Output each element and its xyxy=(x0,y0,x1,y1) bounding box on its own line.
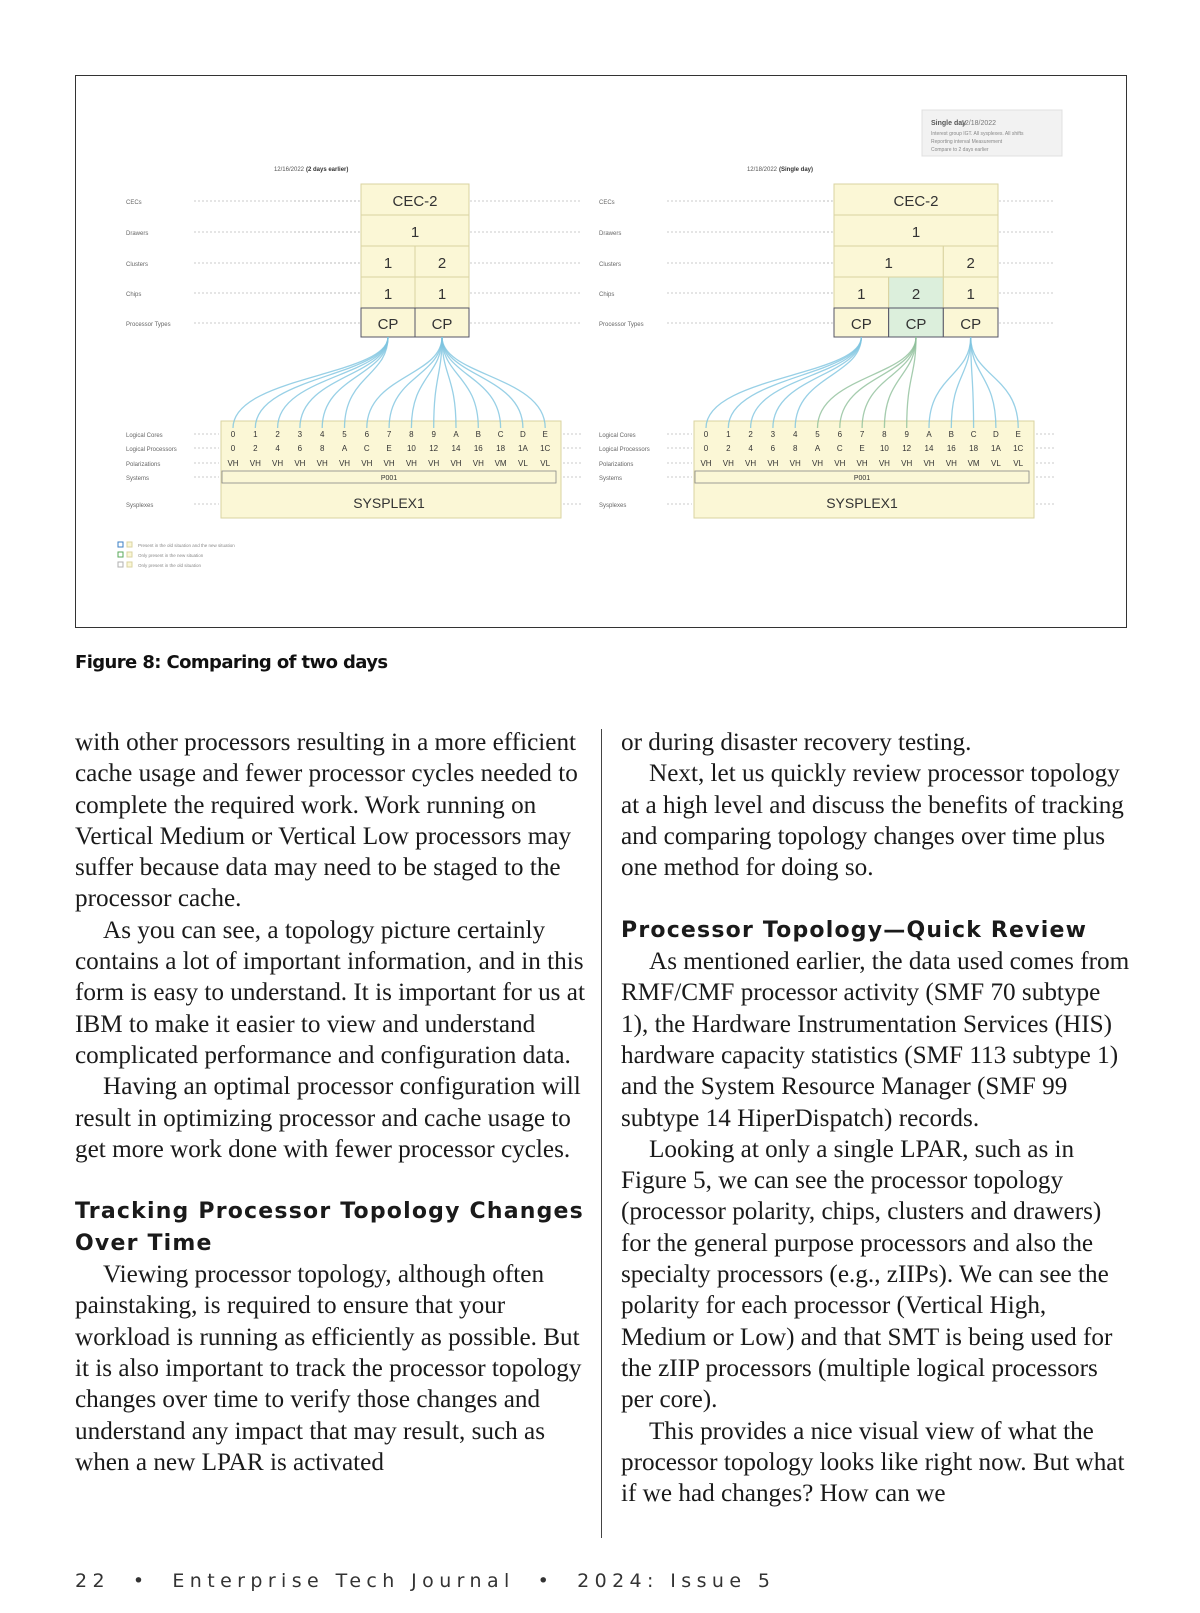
logical-processor-label: A xyxy=(814,444,821,453)
logical-processor-label: 4 xyxy=(748,444,753,453)
polarization-label: VL xyxy=(540,459,551,468)
polarization-label: VH xyxy=(227,459,239,468)
polarization-label: VH xyxy=(811,459,824,468)
row-label: Drawers xyxy=(599,231,622,237)
logical-core-label: 6 xyxy=(837,430,843,439)
core-connector xyxy=(951,337,970,428)
info-line: Interest group IGT. All sysplexes. All shifts xyxy=(931,131,1024,137)
logical-processor-label: 8 xyxy=(792,444,798,453)
legend-text: Only present in the new situation xyxy=(138,553,204,558)
row-label: Sysplexes xyxy=(599,503,627,509)
logical-processor-label: 18 xyxy=(969,444,979,453)
body-paragraph: with other processors resulting in a more efficient cache usage and fewer processor cycles needed to complete the required work. Work running on Vertical Medium or Vertical Low processors may suffer because data may need to be staged to the processor cache. xyxy=(75,729,578,913)
proc-type-label: CP xyxy=(377,316,399,333)
polarization-label: VH xyxy=(789,459,801,468)
polarization-label: VH xyxy=(272,459,284,468)
core-connector xyxy=(322,337,388,428)
figure-8 xyxy=(75,75,1127,628)
logical-core-label: 0 xyxy=(703,430,709,439)
polarization-label: VH xyxy=(361,459,373,468)
logical-core-label: 1 xyxy=(726,430,731,439)
row-label: Polarizations xyxy=(599,462,634,468)
drawer-label: 1 xyxy=(410,224,420,241)
footer-bullet: • xyxy=(121,1570,161,1592)
polarization-label: VH xyxy=(428,459,440,468)
row-label: Logical Cores xyxy=(126,433,163,439)
logical-processor-label: 6 xyxy=(770,444,776,453)
logical-core-label: D xyxy=(993,430,999,439)
logical-processor-label: 6 xyxy=(297,444,303,453)
logical-processor-label: C xyxy=(363,444,370,453)
row-label: Processor Types xyxy=(599,322,644,328)
polarization-label: VM xyxy=(494,459,507,468)
system-label: P001 xyxy=(380,475,398,482)
footer-bullet: • xyxy=(526,1570,566,1592)
core-connector xyxy=(233,337,388,428)
logical-processor-label: 10 xyxy=(406,444,416,453)
logical-core-label: D xyxy=(520,430,526,439)
legend-text: Present in the old situation and the new situation xyxy=(138,543,235,548)
logical-core-label: A xyxy=(926,430,932,439)
sysplex-label: SYSPLEX1 xyxy=(353,495,425,511)
row-label: Polarizations xyxy=(126,462,161,468)
panel-date: 12/18/2022 xyxy=(746,167,777,173)
page-number: 22 xyxy=(75,1570,110,1592)
core-connector xyxy=(706,337,861,428)
chip-label: 1 xyxy=(437,286,447,303)
logical-processor-label: 16 xyxy=(946,444,956,453)
cluster-label: 1 xyxy=(884,255,893,272)
row-label: Logical Processors xyxy=(599,447,650,453)
logical-core-label: 4 xyxy=(319,430,325,439)
info-line: Reporting interval Measurement xyxy=(931,139,1003,145)
polarization-label: VH xyxy=(316,459,328,468)
row-label: CECs xyxy=(126,200,142,206)
system-label: P001 xyxy=(853,475,871,482)
cluster-label: 1 xyxy=(383,255,393,272)
polarization-label: VH xyxy=(383,459,395,468)
row-label: Clusters xyxy=(126,262,149,268)
logical-core-label: 8 xyxy=(409,430,414,439)
core-connector xyxy=(929,337,971,428)
logical-core-label: C xyxy=(497,430,504,439)
logical-core-label: B xyxy=(475,430,481,439)
logical-processor-label: 8 xyxy=(319,444,325,453)
row-label: Sysplexes xyxy=(126,503,154,509)
info-title: Single day xyxy=(931,120,967,127)
polarization-label: VH xyxy=(338,459,351,468)
logical-core-label: 7 xyxy=(859,430,865,439)
polarization-label: VH xyxy=(856,459,868,468)
logical-processor-label: A xyxy=(341,444,348,453)
row-label: CECs xyxy=(599,200,615,206)
body-paragraph: Next, let us quickly review processor topology at a high level and discuss the benefits of tracking and comparing topology changes over time plus one method for doing so. xyxy=(621,760,1124,882)
row-label: Logical Processors xyxy=(126,447,177,453)
polarization-label: VH xyxy=(722,459,734,468)
paragraph-gap xyxy=(75,1165,585,1196)
proc-type-label: CP xyxy=(431,316,453,333)
logical-processor-label: 12 xyxy=(429,444,439,453)
polarization-label: VL xyxy=(991,459,1001,468)
polarization-label: VH xyxy=(472,459,484,468)
body-paragraph: Looking at only a single LPAR, such as in Figure 5, we can see the processor topology (processor polarity, chips, clusters and drawers) for the general purpose processors and also the specialty processors (e.g., zIIPs). We can see the polarity for each processor (Vertical High, Medium or Low) and that SMT is being used for the zIIP processors (multiple logical processors per core). xyxy=(621,1135,1113,1414)
logical-processor-label: 2 xyxy=(726,444,731,453)
info-line: Compare to 2 days earlier xyxy=(931,147,989,153)
logical-processor-label: E xyxy=(386,444,392,453)
row-label: Chips xyxy=(126,292,142,298)
polarization-label: VH xyxy=(745,459,757,468)
logical-core-label: 5 xyxy=(342,430,347,439)
logical-core-label: 9 xyxy=(431,430,436,439)
sysplex-label: SYSPLEX1 xyxy=(826,495,898,511)
logical-processor-label: 14 xyxy=(451,444,461,453)
figure-caption: Figure 8: Comparing of two days xyxy=(75,652,388,673)
body-paragraph: This provides a nice visual view of what the processor topology looks like right now. But what if we had changes? How can we xyxy=(621,1417,1125,1508)
logical-core-label: 3 xyxy=(297,430,303,439)
row-label: Systems xyxy=(126,476,150,482)
polarization-label: VH xyxy=(405,459,417,468)
logical-processor-label: 1A xyxy=(518,444,528,453)
row-label: Systems xyxy=(599,476,623,482)
chip-label: 2 xyxy=(911,286,921,303)
left-column xyxy=(75,727,585,1478)
body-paragraph: Having an optimal processor configuration will result in optimizing processor and cache usage to get more work done with fewer processor cycles. xyxy=(75,1073,581,1163)
polarization-label: VH xyxy=(450,459,462,468)
logical-core-label: 8 xyxy=(882,430,887,439)
logical-core-label: A xyxy=(453,430,459,439)
row-label: Processor Types xyxy=(126,322,171,328)
body-paragraph: or during disaster recovery testing. xyxy=(621,729,972,756)
polarization-label: VH xyxy=(878,459,890,468)
logical-processor-label: 0 xyxy=(230,444,236,453)
polarization-label: VH xyxy=(901,459,913,468)
chip-label: 1 xyxy=(857,286,866,303)
logical-processor-label: 16 xyxy=(473,444,483,453)
logical-core-label: E xyxy=(1015,430,1021,439)
logical-processor-label: 12 xyxy=(902,444,912,453)
polarization-label: VH xyxy=(249,459,261,468)
polarization-label: VL xyxy=(1013,459,1024,468)
logical-processor-label: 1A xyxy=(991,444,1001,453)
paragraph-gap xyxy=(621,883,1133,914)
issue-label: 2024: Issue 5 xyxy=(577,1570,776,1592)
section-heading: Processor Topology—Quick Review xyxy=(621,917,1088,943)
polarization-label: VL xyxy=(518,459,528,468)
logical-core-label: 9 xyxy=(904,430,909,439)
panel-date: 12/16/2022 xyxy=(273,167,304,173)
logical-processor-label: 18 xyxy=(496,444,506,453)
row-label: Chips xyxy=(599,292,615,298)
cec-label: CEC-2 xyxy=(893,193,939,210)
publication-name: Enterprise Tech Journal xyxy=(172,1570,515,1592)
logical-core-label: 7 xyxy=(386,430,392,439)
page-footer xyxy=(75,1570,775,1592)
logical-core-label: E xyxy=(542,430,548,439)
core-connector xyxy=(442,337,523,428)
legend-swatch xyxy=(127,552,132,557)
logical-core-label: 5 xyxy=(815,430,820,439)
core-connector xyxy=(367,337,442,428)
polarization-label: VH xyxy=(700,459,712,468)
polarization-label: VH xyxy=(945,459,957,468)
legend-swatch xyxy=(118,562,123,567)
logical-processor-label: E xyxy=(859,444,865,453)
drawer-label: 1 xyxy=(911,224,921,241)
polarization-label: VH xyxy=(923,459,935,468)
chip-label: 1 xyxy=(383,286,393,303)
polarization-label: VM xyxy=(967,459,980,468)
core-connector xyxy=(442,337,545,428)
logical-processor-label: C xyxy=(836,444,843,453)
core-connector xyxy=(840,337,916,428)
cec-label: CEC-2 xyxy=(392,193,438,210)
logical-processor-label: 10 xyxy=(879,444,889,453)
right-column xyxy=(621,727,1133,1509)
row-label: Logical Cores xyxy=(599,433,636,439)
logical-processor-label: 14 xyxy=(924,444,934,453)
body-paragraph: As you can see, a topology picture certainly contains a lot of important information, and in this form is easy to understand. It is important for us at IBM to make it easier to view and understand complicated performance and configuration data. xyxy=(75,916,585,1069)
topology-comparison-diagram xyxy=(76,76,1126,627)
legend-text: Only present in the old situation xyxy=(138,563,202,568)
logical-core-label: 2 xyxy=(275,430,280,439)
logical-core-label: C xyxy=(970,430,977,439)
logical-processor-label: 2 xyxy=(253,444,258,453)
proc-type-label: CP xyxy=(850,316,872,333)
logical-core-label: 0 xyxy=(230,430,236,439)
body-paragraph: Viewing processor topology, although often painstaking, is required to ensure that your workload is running as efficiently as possible. But it is also important to track the processor topology changes over time to verify those changes and understand any impact that may result, such as when a new LPAR is activated xyxy=(75,1261,582,1476)
section-heading: Tracking Processor Topology Changes Over Time xyxy=(75,1199,584,1256)
logical-processor-label: 4 xyxy=(275,444,280,453)
logical-core-label: 4 xyxy=(792,430,798,439)
legend-swatch xyxy=(127,542,132,547)
row-label: Clusters xyxy=(599,262,622,268)
logical-core-label: B xyxy=(948,430,954,439)
row-label: Drawers xyxy=(126,231,149,237)
polarization-label: VH xyxy=(834,459,846,468)
polarization-label: VH xyxy=(767,459,779,468)
info-date: 12/18/2022 xyxy=(961,120,997,127)
legend-swatch xyxy=(127,562,132,567)
panel-date-note: (Single day) xyxy=(779,167,814,173)
core-connector xyxy=(795,337,861,428)
legend-swatch xyxy=(118,552,123,557)
chip-label: 1 xyxy=(966,286,975,303)
logical-core-label: 3 xyxy=(770,430,776,439)
logical-processor-label: 0 xyxy=(703,444,709,453)
body-paragraph: As mentioned earlier, the data used comes from RMF/CMF processor activity (SMF 70 subtype 1), the Hardware Instrumentation Services (HIS) hardware capacity statistics (SMF 113 subtype 1) and the System Resource Manager (SMF 99 subtype 14 HiperDispatch) records. xyxy=(621,948,1130,1132)
core-connector xyxy=(971,337,996,428)
proc-type-label: CP xyxy=(905,316,927,333)
polarization-label: VH xyxy=(294,459,306,468)
logical-core-label: 2 xyxy=(748,430,753,439)
cluster-label: 2 xyxy=(966,255,975,272)
column-divider xyxy=(601,729,602,1538)
cluster-label: 2 xyxy=(437,255,447,272)
core-connector xyxy=(971,337,1019,428)
legend-swatch xyxy=(118,542,123,547)
core-connector xyxy=(773,337,861,428)
panel-date-note: (2 days earlier) xyxy=(306,167,349,173)
logical-core-label: 6 xyxy=(364,430,370,439)
core-connector xyxy=(300,337,388,428)
logical-core-label: 1 xyxy=(253,430,258,439)
core-connector xyxy=(818,337,917,428)
proc-type-label: CP xyxy=(960,316,982,333)
logical-processor-label: 1C xyxy=(1013,444,1024,453)
logical-processor-label: 1C xyxy=(540,444,551,453)
